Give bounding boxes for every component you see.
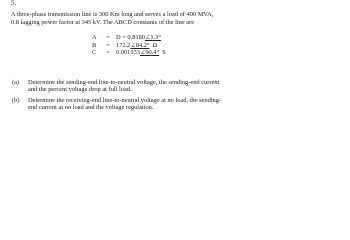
part-a <box>12 79 348 94</box>
equals-sign: = <box>106 34 110 41</box>
part-b-text: Determine the receiving-end line-to-neutral voltage at no load, the sending- end current at no load and the voltage regulation. <box>28 96 222 112</box>
equals-sign: = <box>106 49 110 57</box>
part-a-text: Determine the sending-end line-to-neutral voltage, the sending-end current and the percent voltage drop at full load. <box>28 79 220 94</box>
constant-b-unit: Ω <box>152 41 158 49</box>
constant-b-row <box>92 42 166 50</box>
constant-b-value: 172.2 <box>116 41 131 49</box>
question-parts <box>12 79 348 115</box>
problem-number: 5. <box>11 0 17 7</box>
part-b-label: (b) <box>12 96 20 104</box>
constant-c-label: C <box>92 49 97 57</box>
statement-line-2: 0.8 lagging power factor at 345 kV. The ABCD constants of the line are <box>11 19 195 26</box>
constant-c-angle: ∠90.4° <box>139 49 160 57</box>
constant-b-label: B <box>92 41 97 49</box>
constant-c-value: 0.001933 <box>116 49 140 57</box>
abcd-constants <box>92 34 166 57</box>
part-a-label: (a) <box>12 79 20 86</box>
constant-a-value: D = 0.8180 <box>116 34 145 41</box>
constant-c-unit: S <box>162 49 166 57</box>
part-b <box>12 97 348 112</box>
constant-b-angle: ∠84.2° <box>130 41 150 49</box>
constant-c-row <box>92 49 166 57</box>
constant-a-row <box>92 34 166 42</box>
equals-sign: = <box>106 41 110 49</box>
constant-a-label: A <box>92 34 97 41</box>
statement-line-1: A three-phase transmission line is 300 Km long and serves a load of 400 MVA, <box>11 11 214 18</box>
constant-a-angle: ∠1.3° <box>145 34 161 41</box>
problem-statement <box>11 11 346 27</box>
